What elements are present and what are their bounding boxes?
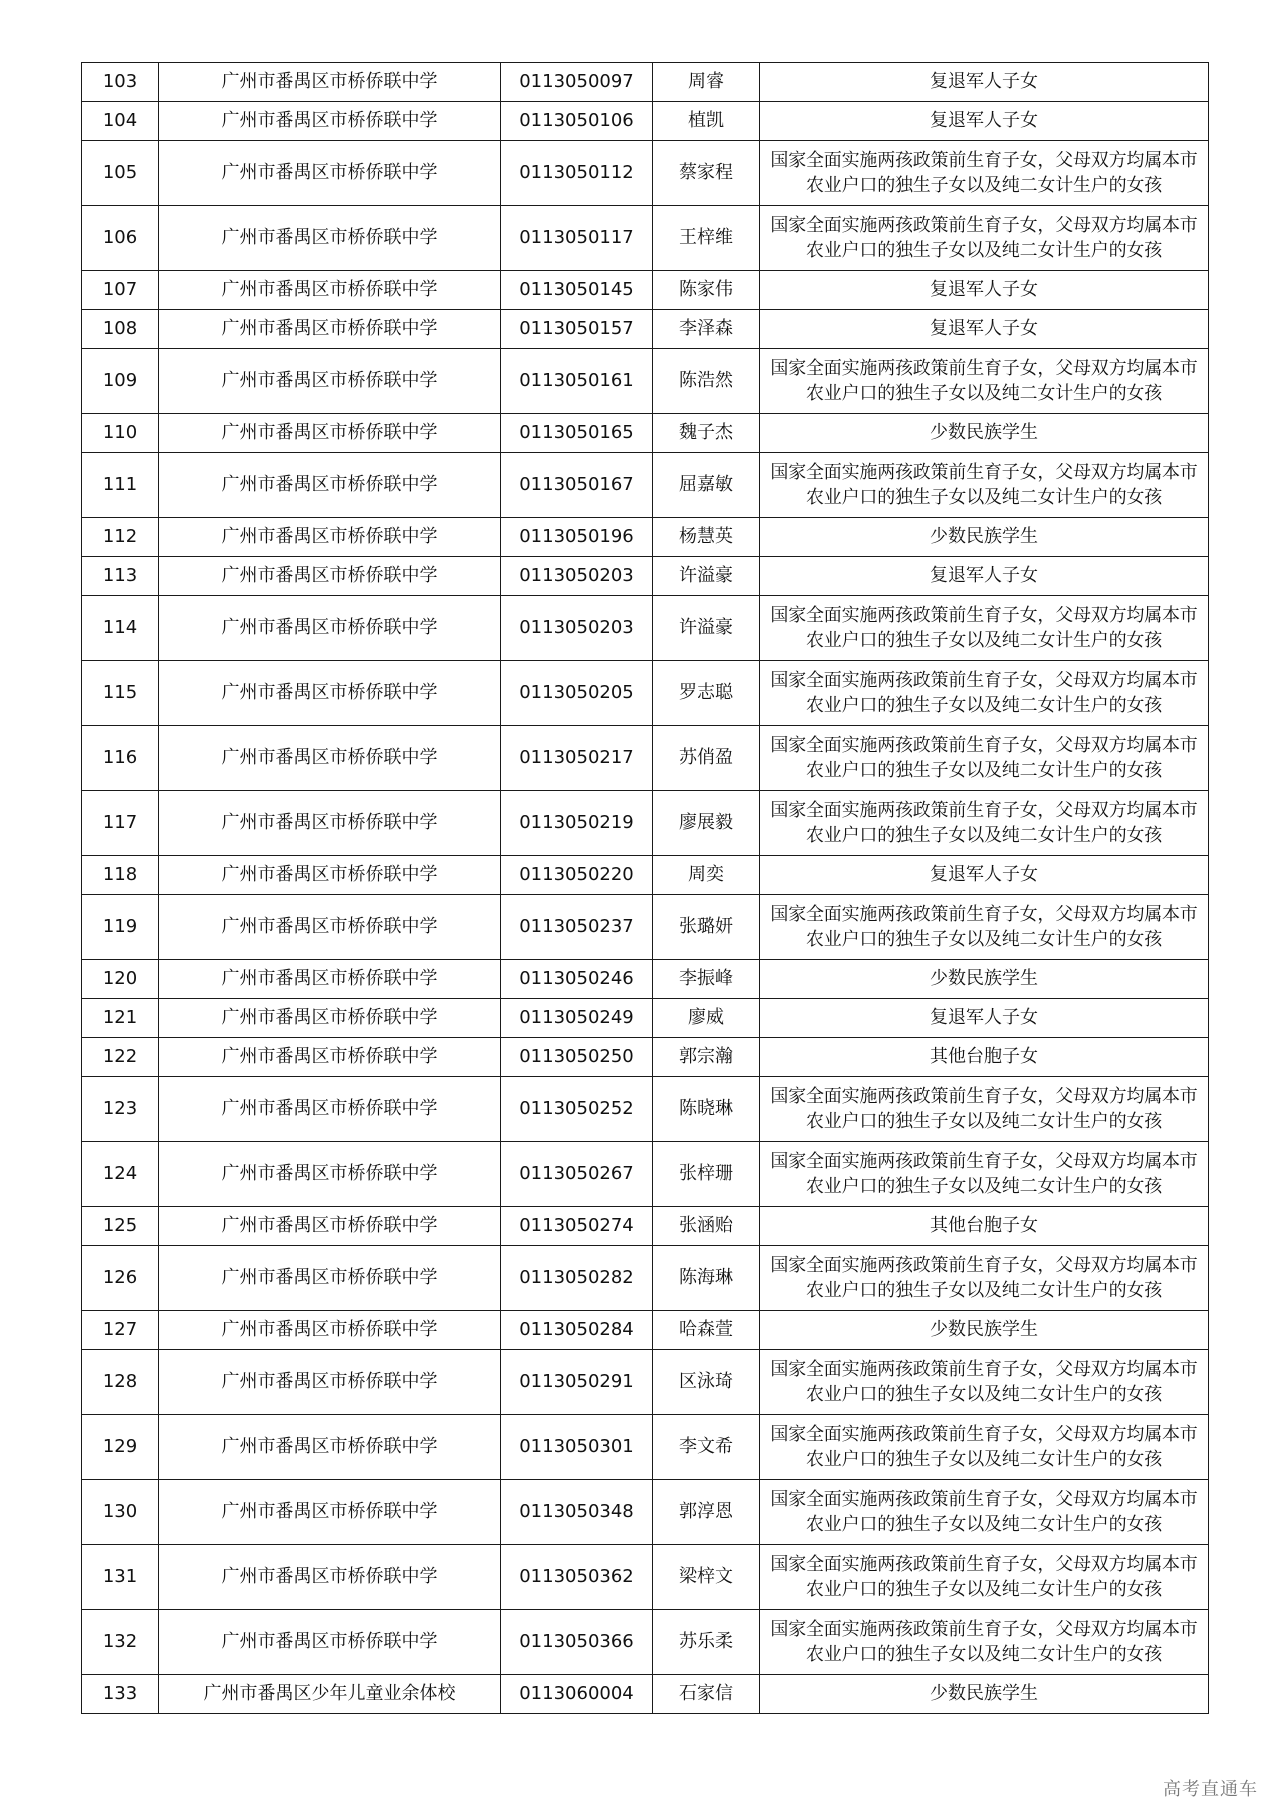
row-number-cell: 125 (82, 1207, 159, 1246)
table-row (82, 414, 1209, 453)
student-id-cell: 0113050219 (501, 791, 653, 856)
student-name-cell: 苏乐柔 (653, 1610, 760, 1675)
category-cell: 国家全面实施两孩政策前生育子女，父母双方均属本市农业户口的独生子女以及纯二女计生户的女孩 (760, 1545, 1209, 1610)
table-row (82, 271, 1209, 310)
student-id-cell: 0113060004 (501, 1675, 653, 1714)
category-cell: 复退军人子女 (760, 102, 1209, 141)
roster-table-body (82, 63, 1209, 1714)
school-name-cell: 广州市番禺区市桥侨联中学 (159, 271, 501, 310)
student-name-cell: 李振峰 (653, 960, 760, 999)
table-row (82, 63, 1209, 102)
row-number-cell: 129 (82, 1415, 159, 1480)
student-name-cell: 魏子杰 (653, 414, 760, 453)
row-number-cell: 121 (82, 999, 159, 1038)
table-row (82, 310, 1209, 349)
row-number-cell: 104 (82, 102, 159, 141)
category-cell: 国家全面实施两孩政策前生育子女，父母双方均属本市农业户口的独生子女以及纯二女计生户的女孩 (760, 791, 1209, 856)
student-id-cell: 0113050348 (501, 1480, 653, 1545)
school-name-cell: 广州市番禺区市桥侨联中学 (159, 1142, 501, 1207)
student-name-cell: 张梓珊 (653, 1142, 760, 1207)
category-cell: 少数民族学生 (760, 1675, 1209, 1714)
category-cell: 国家全面实施两孩政策前生育子女，父母双方均属本市农业户口的独生子女以及纯二女计生户的女孩 (760, 1350, 1209, 1415)
row-number-cell: 118 (82, 856, 159, 895)
school-name-cell: 广州市番禺区市桥侨联中学 (159, 1480, 501, 1545)
school-name-cell: 广州市番禺区市桥侨联中学 (159, 1610, 501, 1675)
student-id-cell: 0113050205 (501, 661, 653, 726)
row-number-cell: 116 (82, 726, 159, 791)
school-name-cell: 广州市番禺区市桥侨联中学 (159, 1207, 501, 1246)
table-row (82, 453, 1209, 518)
row-number-cell: 109 (82, 349, 159, 414)
student-id-cell: 0113050249 (501, 999, 653, 1038)
student-name-cell: 哈森萱 (653, 1311, 760, 1350)
row-number-cell: 106 (82, 206, 159, 271)
student-name-cell: 李泽森 (653, 310, 760, 349)
row-number-cell: 117 (82, 791, 159, 856)
student-name-cell: 屈嘉敏 (653, 453, 760, 518)
category-cell: 国家全面实施两孩政策前生育子女，父母双方均属本市农业户口的独生子女以及纯二女计生户的女孩 (760, 661, 1209, 726)
student-name-cell: 陈海琳 (653, 1246, 760, 1311)
table-row (82, 1038, 1209, 1077)
category-cell: 其他台胞子女 (760, 1207, 1209, 1246)
category-cell: 国家全面实施两孩政策前生育子女，父母双方均属本市农业户口的独生子女以及纯二女计生户的女孩 (760, 141, 1209, 206)
row-number-cell: 130 (82, 1480, 159, 1545)
student-id-cell: 0113050250 (501, 1038, 653, 1077)
category-cell: 国家全面实施两孩政策前生育子女，父母双方均属本市农业户口的独生子女以及纯二女计生户的女孩 (760, 1246, 1209, 1311)
student-name-cell: 张涵贻 (653, 1207, 760, 1246)
table-row (82, 1350, 1209, 1415)
table-row (82, 999, 1209, 1038)
table-row (82, 1610, 1209, 1675)
student-name-cell: 梁梓文 (653, 1545, 760, 1610)
school-name-cell: 广州市番禺区市桥侨联中学 (159, 349, 501, 414)
category-cell: 国家全面实施两孩政策前生育子女，父母双方均属本市农业户口的独生子女以及纯二女计生户的女孩 (760, 1480, 1209, 1545)
school-name-cell: 广州市番禺区市桥侨联中学 (159, 453, 501, 518)
student-id-cell: 0113050165 (501, 414, 653, 453)
table-row (82, 856, 1209, 895)
student-name-cell: 陈晓琳 (653, 1077, 760, 1142)
table-row (82, 596, 1209, 661)
table-row (82, 791, 1209, 856)
table-row (82, 661, 1209, 726)
row-number-cell: 122 (82, 1038, 159, 1077)
row-number-cell: 132 (82, 1610, 159, 1675)
student-id-cell: 0113050112 (501, 141, 653, 206)
school-name-cell: 广州市番禺区市桥侨联中学 (159, 596, 501, 661)
student-id-cell: 0113050267 (501, 1142, 653, 1207)
table-row (82, 557, 1209, 596)
school-name-cell: 广州市番禺区市桥侨联中学 (159, 856, 501, 895)
school-name-cell: 广州市番禺区市桥侨联中学 (159, 206, 501, 271)
table-row (82, 895, 1209, 960)
student-id-cell: 0113050217 (501, 726, 653, 791)
school-name-cell: 广州市番禺区市桥侨联中学 (159, 1350, 501, 1415)
row-number-cell: 111 (82, 453, 159, 518)
student-id-cell: 0113050167 (501, 453, 653, 518)
student-name-cell: 郭淳恩 (653, 1480, 760, 1545)
category-cell: 国家全面实施两孩政策前生育子女，父母双方均属本市农业户口的独生子女以及纯二女计生户的女孩 (760, 726, 1209, 791)
student-id-cell: 0113050274 (501, 1207, 653, 1246)
school-name-cell: 广州市番禺区少年儿童业余体校 (159, 1675, 501, 1714)
category-cell: 国家全面实施两孩政策前生育子女，父母双方均属本市农业户口的独生子女以及纯二女计生户的女孩 (760, 895, 1209, 960)
row-number-cell: 110 (82, 414, 159, 453)
school-name-cell: 广州市番禺区市桥侨联中学 (159, 1038, 501, 1077)
category-cell: 复退军人子女 (760, 557, 1209, 596)
student-name-cell: 张璐妍 (653, 895, 760, 960)
category-cell: 国家全面实施两孩政策前生育子女，父母双方均属本市农业户口的独生子女以及纯二女计生户的女孩 (760, 1610, 1209, 1675)
table-row (82, 1077, 1209, 1142)
row-number-cell: 120 (82, 960, 159, 999)
school-name-cell: 广州市番禺区市桥侨联中学 (159, 960, 501, 999)
table-row (82, 1545, 1209, 1610)
student-name-cell: 王梓维 (653, 206, 760, 271)
table-row (82, 726, 1209, 791)
school-name-cell: 广州市番禺区市桥侨联中学 (159, 1077, 501, 1142)
school-name-cell: 广州市番禺区市桥侨联中学 (159, 518, 501, 557)
school-name-cell: 广州市番禺区市桥侨联中学 (159, 63, 501, 102)
row-number-cell: 108 (82, 310, 159, 349)
category-cell: 国家全面实施两孩政策前生育子女，父母双方均属本市农业户口的独生子女以及纯二女计生户的女孩 (760, 206, 1209, 271)
table-row (82, 518, 1209, 557)
school-name-cell: 广州市番禺区市桥侨联中学 (159, 102, 501, 141)
student-name-cell: 许溢豪 (653, 596, 760, 661)
table-row (82, 1246, 1209, 1311)
student-name-cell: 郭宗瀚 (653, 1038, 760, 1077)
category-cell: 少数民族学生 (760, 1311, 1209, 1350)
table-row (82, 349, 1209, 414)
row-number-cell: 128 (82, 1350, 159, 1415)
category-cell: 复退军人子女 (760, 271, 1209, 310)
row-number-cell: 112 (82, 518, 159, 557)
row-number-cell: 114 (82, 596, 159, 661)
table-row (82, 102, 1209, 141)
category-cell: 少数民族学生 (760, 518, 1209, 557)
student-id-cell: 0113050284 (501, 1311, 653, 1350)
student-name-cell: 石家信 (653, 1675, 760, 1714)
category-cell: 少数民族学生 (760, 414, 1209, 453)
row-number-cell: 131 (82, 1545, 159, 1610)
student-name-cell: 廖展毅 (653, 791, 760, 856)
row-number-cell: 123 (82, 1077, 159, 1142)
student-id-cell: 0113050157 (501, 310, 653, 349)
category-cell: 复退军人子女 (760, 856, 1209, 895)
watermark-text: 高考直通车 (1163, 1779, 1258, 1800)
table-row (82, 1142, 1209, 1207)
table-row (82, 1480, 1209, 1545)
student-name-cell: 植凯 (653, 102, 760, 141)
row-number-cell: 113 (82, 557, 159, 596)
student-name-cell: 许溢豪 (653, 557, 760, 596)
table-row (82, 141, 1209, 206)
student-id-cell: 0113050362 (501, 1545, 653, 1610)
category-cell: 国家全面实施两孩政策前生育子女，父母双方均属本市农业户口的独生子女以及纯二女计生户的女孩 (760, 1077, 1209, 1142)
student-name-cell: 李文希 (653, 1415, 760, 1480)
category-cell: 国家全面实施两孩政策前生育子女，父母双方均属本市农业户口的独生子女以及纯二女计生户的女孩 (760, 349, 1209, 414)
school-name-cell: 广州市番禺区市桥侨联中学 (159, 895, 501, 960)
school-name-cell: 广州市番禺区市桥侨联中学 (159, 791, 501, 856)
row-number-cell: 103 (82, 63, 159, 102)
school-name-cell: 广州市番禺区市桥侨联中学 (159, 1246, 501, 1311)
category-cell: 复退军人子女 (760, 999, 1209, 1038)
category-cell: 其他台胞子女 (760, 1038, 1209, 1077)
student-name-cell: 廖威 (653, 999, 760, 1038)
row-number-cell: 127 (82, 1311, 159, 1350)
student-id-cell: 0113050252 (501, 1077, 653, 1142)
school-name-cell: 广州市番禺区市桥侨联中学 (159, 141, 501, 206)
student-id-cell: 0113050203 (501, 557, 653, 596)
student-id-cell: 0113050097 (501, 63, 653, 102)
student-name-cell: 周睿 (653, 63, 760, 102)
student-name-cell: 苏俏盈 (653, 726, 760, 791)
category-cell: 国家全面实施两孩政策前生育子女，父母双方均属本市农业户口的独生子女以及纯二女计生户的女孩 (760, 1415, 1209, 1480)
category-cell: 复退军人子女 (760, 63, 1209, 102)
school-name-cell: 广州市番禺区市桥侨联中学 (159, 726, 501, 791)
row-number-cell: 126 (82, 1246, 159, 1311)
table-row (82, 1415, 1209, 1480)
category-cell: 复退军人子女 (760, 310, 1209, 349)
student-name-cell: 陈家伟 (653, 271, 760, 310)
student-id-cell: 0113050291 (501, 1350, 653, 1415)
student-id-cell: 0113050117 (501, 206, 653, 271)
school-name-cell: 广州市番禺区市桥侨联中学 (159, 661, 501, 726)
student-name-cell: 区泳琦 (653, 1350, 760, 1415)
category-cell: 少数民族学生 (760, 960, 1209, 999)
category-cell: 国家全面实施两孩政策前生育子女，父母双方均属本市农业户口的独生子女以及纯二女计生户的女孩 (760, 453, 1209, 518)
student-id-cell: 0113050145 (501, 271, 653, 310)
row-number-cell: 133 (82, 1675, 159, 1714)
school-name-cell: 广州市番禺区市桥侨联中学 (159, 999, 501, 1038)
school-name-cell: 广州市番禺区市桥侨联中学 (159, 1415, 501, 1480)
student-id-cell: 0113050196 (501, 518, 653, 557)
row-number-cell: 105 (82, 141, 159, 206)
row-number-cell: 119 (82, 895, 159, 960)
row-number-cell: 107 (82, 271, 159, 310)
row-number-cell: 115 (82, 661, 159, 726)
student-id-cell: 0113050282 (501, 1246, 653, 1311)
student-name-cell: 陈浩然 (653, 349, 760, 414)
school-name-cell: 广州市番禺区市桥侨联中学 (159, 557, 501, 596)
school-name-cell: 广州市番禺区市桥侨联中学 (159, 414, 501, 453)
student-name-cell: 蔡家程 (653, 141, 760, 206)
student-name-cell: 周奕 (653, 856, 760, 895)
category-cell: 国家全面实施两孩政策前生育子女，父母双方均属本市农业户口的独生子女以及纯二女计生户的女孩 (760, 1142, 1209, 1207)
student-id-cell: 0113050366 (501, 1610, 653, 1675)
student-id-cell: 0113050203 (501, 596, 653, 661)
table-row (82, 1207, 1209, 1246)
student-name-cell: 罗志聪 (653, 661, 760, 726)
school-name-cell: 广州市番禺区市桥侨联中学 (159, 1311, 501, 1350)
student-id-cell: 0113050301 (501, 1415, 653, 1480)
school-name-cell: 广州市番禺区市桥侨联中学 (159, 1545, 501, 1610)
student-id-cell: 0113050161 (501, 349, 653, 414)
student-id-cell: 0113050220 (501, 856, 653, 895)
student-id-cell: 0113050246 (501, 960, 653, 999)
row-number-cell: 124 (82, 1142, 159, 1207)
category-cell: 国家全面实施两孩政策前生育子女，父母双方均属本市农业户口的独生子女以及纯二女计生户的女孩 (760, 596, 1209, 661)
table-row (82, 1675, 1209, 1714)
student-roster-table (81, 62, 1209, 1714)
student-name-cell: 杨慧英 (653, 518, 760, 557)
student-id-cell: 0113050237 (501, 895, 653, 960)
table-row (82, 1311, 1209, 1350)
table-row (82, 960, 1209, 999)
table-row (82, 206, 1209, 271)
student-id-cell: 0113050106 (501, 102, 653, 141)
school-name-cell: 广州市番禺区市桥侨联中学 (159, 310, 501, 349)
